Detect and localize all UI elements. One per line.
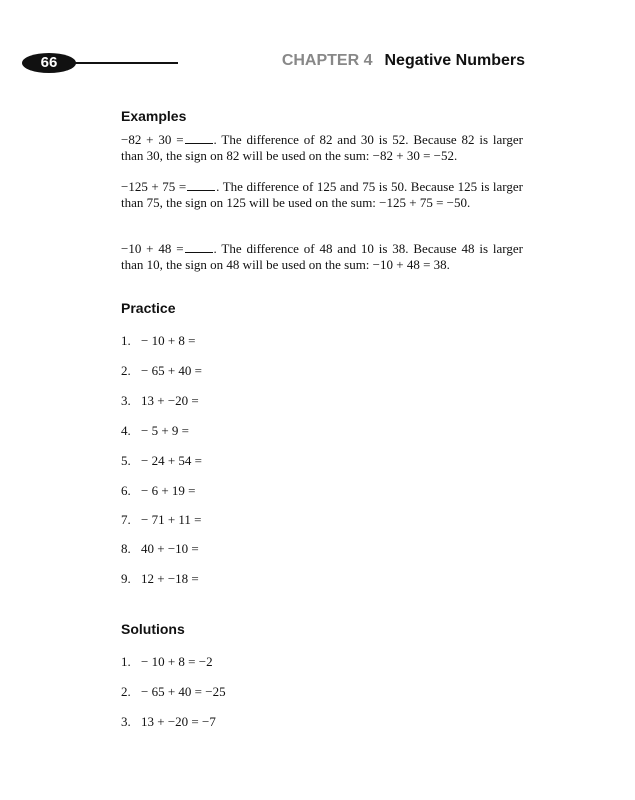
examples-heading: Examples (121, 108, 187, 124)
chapter-number: CHAPTER 4 (281, 52, 373, 69)
practice-item (121, 541, 199, 557)
item-number: 2. (121, 684, 131, 699)
practice-item (121, 333, 196, 349)
page-header (0, 0, 635, 80)
item-expression: − 65 + 40 = (141, 363, 202, 378)
item-expression: 13 + −20 = (141, 393, 199, 408)
item-number: 7. (121, 512, 131, 527)
item-expression: − 10 + 8 = (141, 333, 196, 348)
practice-item (121, 393, 199, 409)
solution-item (121, 684, 226, 700)
item-number: 6. (121, 483, 131, 498)
practice-item (121, 512, 202, 528)
example-paragraph (121, 241, 523, 272)
example-text: . The difference of 125 and 75 is 50. Because 125 is larger than 75, the sign on 125 will be used on the sum: −125 + 75 = −50. (121, 179, 524, 210)
item-number: 1. (121, 654, 131, 669)
item-expression: − 24 + 54 = (141, 453, 202, 468)
practice-item (121, 571, 199, 587)
item-expression: 13 + −20 = −7 (141, 714, 216, 729)
example-paragraph (121, 179, 523, 210)
header-rule (70, 62, 178, 64)
example-lead: −82 + 30 = (121, 132, 184, 147)
item-number: 2. (121, 363, 131, 378)
item-number: 1. (121, 333, 131, 348)
example-paragraph (121, 132, 523, 163)
example-text: . The difference of 48 and 10 is 38. Because 48 is larger than 10, the sign on 48 will be used on the sum: −10 + 48 = 38. (121, 241, 523, 272)
answer-blank (185, 241, 213, 253)
item-expression: 12 + −18 = (141, 571, 199, 586)
item-number: 3. (121, 714, 131, 729)
practice-item (121, 423, 189, 439)
item-expression: − 71 + 11 = (141, 512, 202, 527)
item-number: 9. (121, 571, 131, 586)
item-number: 5. (121, 453, 131, 468)
chapter-title: Negative Numbers (384, 52, 525, 69)
solutions-heading: Solutions (121, 621, 185, 637)
example-lead: −10 + 48 = (121, 241, 184, 256)
example-lead: −125 + 75 = (121, 179, 187, 194)
answer-blank (187, 179, 215, 191)
answer-blank (185, 132, 213, 144)
solution-item (121, 654, 213, 670)
practice-item (121, 363, 202, 379)
item-expression: 40 + −10 = (141, 541, 199, 556)
page-number-badge: 66 (22, 53, 76, 73)
solution-item (121, 714, 216, 730)
item-number: 3. (121, 393, 131, 408)
item-number: 8. (121, 541, 131, 556)
practice-item (121, 483, 196, 499)
item-expression: − 6 + 19 = (141, 483, 196, 498)
item-number: 4. (121, 423, 131, 438)
example-text: . The difference of 82 and 30 is 52. Because 82 is larger than 30, the sign on 82 will be used on the sum: −82 + 30 = −52. (121, 132, 523, 163)
item-expression: − 5 + 9 = (141, 423, 189, 438)
chapter-heading (282, 52, 525, 70)
practice-heading: Practice (121, 300, 176, 316)
practice-item (121, 453, 202, 469)
item-expression: − 65 + 40 = −25 (141, 684, 226, 699)
item-expression: − 10 + 8 = −2 (141, 654, 213, 669)
